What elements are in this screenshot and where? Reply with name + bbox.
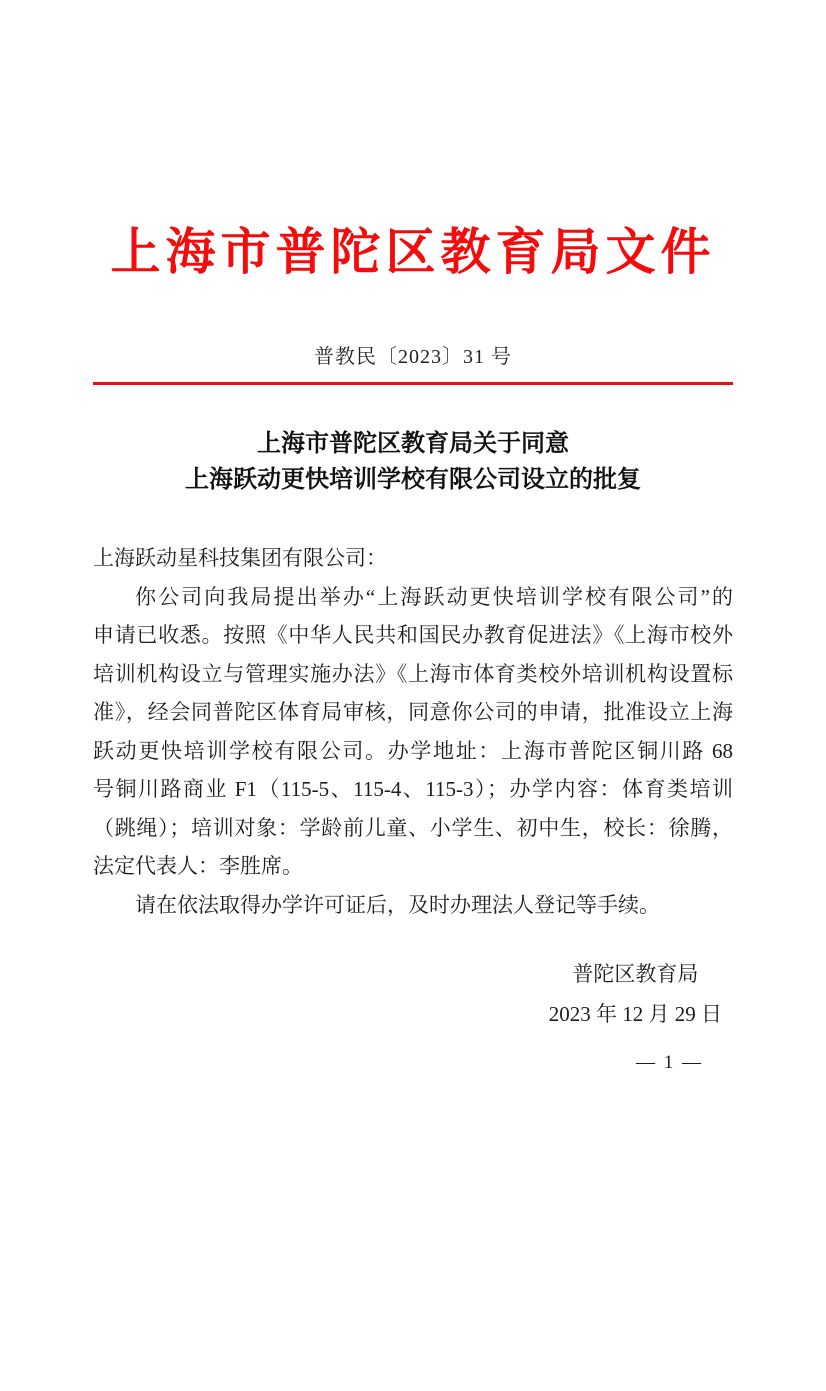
paragraph1-line-3: 培训机构设立与管理实施办法》《上海市体育类校外培训机构设置标: [93, 661, 733, 686]
document-number: 普教民〔2023〕31 号: [314, 346, 512, 368]
salutation: 上海跃动星科技集团有限公司：: [93, 546, 387, 570]
header-divider-line: [93, 382, 733, 385]
paragraph1-line-2: 申请已收悉。按照《中华人民共和国民办教育促进法》《上海市校外: [93, 623, 733, 647]
document-page: [0, 222, 826, 1391]
paragraph1-line-1: 你公司向我局提出举办“上海跃动更快培训学校有限公司”的: [135, 584, 733, 609]
document-subject: [93, 425, 733, 497]
paragraph1-line-7: （跳绳）；培训对象：学龄前儿童、小学生、初中生，校长：徐腾，: [93, 815, 733, 840]
issuing-authority: 普陀区教育局: [572, 962, 699, 986]
signature-block: [93, 954, 733, 1034]
document-header-title: 上海市普陀区教育局文件: [110, 224, 716, 280]
paragraph1-line-5: 跃动更快培训学校有限公司。办学地址：上海市普陀区铜川路 68: [93, 738, 733, 763]
signature-inner: [549, 954, 722, 1034]
paragraph1-line-4: 准》，经会同普陀区体育局审核，同意你公司的申请，批准设立上海: [93, 700, 733, 724]
issue-date: 2023 年 12 月 29 日: [548, 1002, 722, 1026]
paragraph1-line-6: 号铜川路商业 F1（115-5、115-4、115-3）；办学内容：体育类培训: [93, 777, 733, 801]
subject-line-1: 上海市普陀区教育局关于同意: [257, 429, 569, 457]
page-number: — 1 —: [636, 1052, 703, 1073]
subject-line-2: 上海跃动更快培训学校有限公司设立的批复: [185, 465, 641, 493]
paragraph2: 请在依法取得办学许可证后，及时办理法人登记等手续。: [135, 892, 660, 917]
paragraph1-line-8: 法定代表人：李胜席。: [93, 854, 303, 878]
document-body: [93, 539, 733, 924]
